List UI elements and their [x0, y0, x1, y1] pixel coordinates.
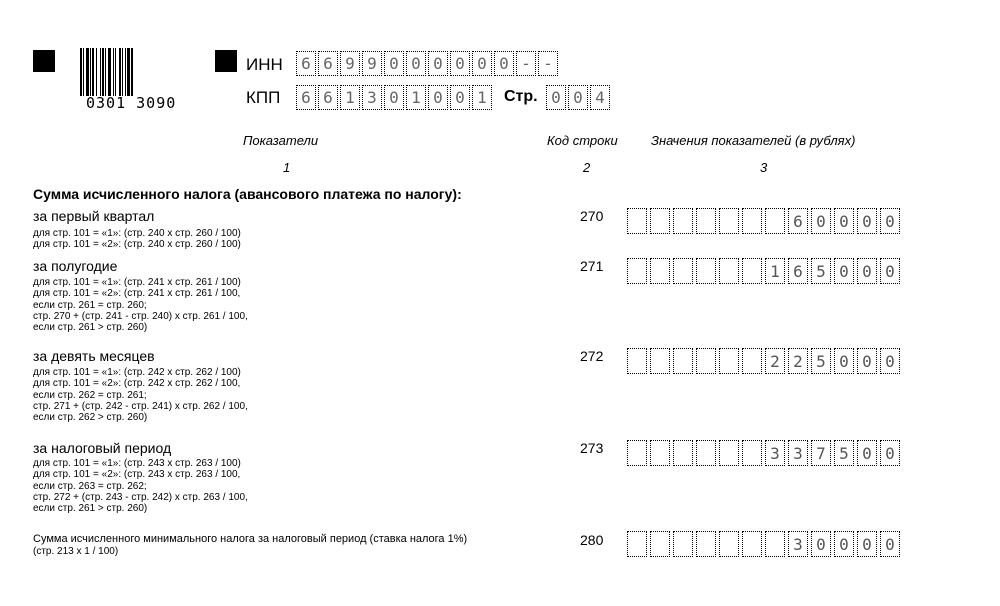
char-cell[interactable] [696, 348, 716, 374]
barcode-bar [92, 48, 94, 96]
char-cell[interactable]: 0 [880, 440, 900, 466]
char-cell[interactable] [627, 348, 647, 374]
column-header-line-code: Код строки [547, 133, 618, 148]
row-272-value-field[interactable] [627, 348, 900, 374]
char-cell[interactable]: 0 [494, 51, 514, 76]
char-cell[interactable]: 0 [834, 531, 854, 557]
char-cell[interactable]: 3 [788, 531, 808, 557]
inn-field[interactable] [296, 51, 558, 76]
char-cell[interactable]: 0 [384, 51, 404, 76]
char-cell[interactable]: 0 [857, 348, 877, 374]
char-cell[interactable]: 6 [318, 51, 338, 76]
char-cell[interactable]: 0 [428, 85, 448, 110]
char-cell[interactable]: 0 [406, 51, 426, 76]
desc-line: если стр. 262 > стр. 260) [33, 412, 148, 424]
char-cell[interactable] [765, 208, 785, 234]
corner-marker-left [33, 50, 55, 72]
char-cell[interactable] [627, 208, 647, 234]
column-header-values: Значения показателей (в рублях) [651, 133, 856, 148]
char-cell[interactable]: 0 [880, 208, 900, 234]
barcode-bar [96, 48, 97, 96]
char-cell[interactable] [742, 258, 762, 284]
char-cell[interactable]: 9 [340, 51, 360, 76]
barcode-bar [122, 48, 123, 96]
char-cell[interactable] [765, 531, 785, 557]
desc-line: (стр. 213 х 1 / 100) [33, 546, 119, 557]
char-cell[interactable]: 0 [857, 440, 877, 466]
row-271-title: за полугодие [33, 258, 118, 274]
row-273-description [33, 458, 248, 514]
barcode-bar [115, 48, 116, 96]
barcode-bar [80, 48, 82, 96]
char-cell[interactable] [673, 258, 693, 284]
row-272-code: 272 [580, 348, 604, 364]
char-cell[interactable]: 0 [857, 258, 877, 284]
row-271-value-field[interactable] [627, 258, 900, 284]
desc-line: стр. 270 + (стр. 241 - стр. 240) х стр. 261 / 100, [33, 310, 248, 322]
row-270-description [33, 228, 241, 251]
row-280-value-field[interactable] [627, 531, 900, 557]
char-cell[interactable]: 0 [428, 51, 448, 76]
char-cell[interactable]: 5 [811, 348, 831, 374]
char-cell[interactable] [650, 440, 670, 466]
char-cell[interactable]: 6 [788, 208, 808, 234]
kpp-label: КПП [246, 88, 281, 107]
char-cell[interactable] [719, 348, 739, 374]
char-cell[interactable] [627, 531, 647, 557]
desc-line: если стр. 261 > стр. 260) [33, 503, 148, 515]
kpp-field[interactable] [296, 85, 492, 110]
row-273-title: за налоговый период [33, 440, 172, 456]
barcode-bar [102, 48, 104, 96]
char-cell[interactable] [650, 258, 670, 284]
char-cell[interactable] [719, 531, 739, 557]
char-cell[interactable] [696, 440, 716, 466]
row-271-description [33, 277, 248, 333]
desc-line: для стр. 101 = «2»: (стр. 242 х стр. 262 / 100, [33, 378, 241, 390]
char-cell[interactable] [742, 208, 762, 234]
corner-marker-right [215, 50, 237, 72]
char-cell[interactable]: 0 [880, 348, 900, 374]
char-cell[interactable]: 6 [788, 258, 808, 284]
desc-line: стр. 272 + (стр. 243 - стр. 242) х стр. 263 / 100, [33, 491, 248, 503]
char-cell[interactable]: 3 [788, 440, 808, 466]
desc-line: если стр. 263 = стр. 262; [33, 480, 147, 492]
char-cell[interactable]: 0 [568, 85, 588, 110]
desc-line: для стр. 101 = «2»: (стр. 243 х стр. 263 / 100, [33, 469, 241, 481]
desc-line: для стр. 101 = «2»: (стр. 241 х стр. 261 / 100, [33, 288, 241, 300]
char-cell[interactable] [742, 348, 762, 374]
desc-line: для стр. 101 = «2»: (стр. 240 х стр. 260 / 100) [33, 239, 241, 251]
char-cell[interactable] [627, 258, 647, 284]
column-number-1: 1 [283, 160, 291, 175]
char-cell[interactable]: 4 [590, 85, 610, 110]
char-cell[interactable] [742, 531, 762, 557]
char-cell[interactable] [719, 258, 739, 284]
char-cell[interactable]: 6 [318, 85, 338, 110]
row-273-value-field[interactable] [627, 440, 900, 466]
char-cell[interactable] [719, 208, 739, 234]
row-270-code: 270 [580, 208, 604, 224]
char-cell[interactable] [742, 440, 762, 466]
desc-line: для стр. 101 = «1»: (стр. 243 х стр. 263 / 100) [33, 458, 241, 469]
row-280-title: Сумма исчисленного минимального налога за налоговый период (ставка налога 1%) [33, 533, 468, 545]
char-cell[interactable]: 1 [765, 258, 785, 284]
char-cell[interactable]: 0 [834, 208, 854, 234]
barcode-bar [105, 48, 106, 96]
char-cell[interactable]: 0 [880, 258, 900, 284]
row-270-title: за первый квартал [33, 208, 155, 224]
char-cell[interactable] [650, 348, 670, 374]
row-280-code: 280 [580, 532, 604, 548]
char-cell[interactable]: 3 [362, 85, 382, 110]
row-271-code: 271 [580, 258, 604, 274]
section-title: Сумма исчисленного налога (авансового платежа по налогу): [33, 186, 462, 202]
char-cell[interactable]: 0 [546, 85, 566, 110]
char-cell[interactable] [696, 208, 716, 234]
row-272-title: за девять месяцев [33, 348, 155, 364]
page-number-field[interactable] [546, 85, 610, 110]
char-cell[interactable]: 1 [340, 85, 360, 110]
row-272-description [33, 367, 248, 423]
barcode-digits: 0301 3090 [86, 94, 177, 112]
barcode [80, 48, 188, 96]
char-cell[interactable]: 1 [472, 85, 492, 110]
desc-line: для стр. 101 = «1»: (стр. 240 х стр. 260 / 100) [33, 228, 241, 239]
desc-line: для стр. 101 = «1»: (стр. 242 х стр. 262 / 100) [33, 367, 241, 378]
char-cell[interactable] [627, 440, 647, 466]
char-cell[interactable] [650, 531, 670, 557]
char-cell[interactable]: 5 [811, 258, 831, 284]
char-cell[interactable]: 7 [811, 440, 831, 466]
char-cell[interactable] [673, 440, 693, 466]
row-273-code: 273 [580, 440, 604, 456]
row-280-description [33, 533, 467, 557]
char-cell[interactable]: 0 [450, 85, 470, 110]
barcode-bar [113, 48, 114, 96]
barcode-bar [83, 48, 84, 96]
column-header-indicators: Показатели [243, 133, 319, 148]
desc-line: если стр. 261 > стр. 260) [33, 322, 148, 334]
char-cell[interactable]: 0 [811, 208, 831, 234]
char-cell[interactable]: 5 [834, 440, 854, 466]
char-cell[interactable] [673, 348, 693, 374]
char-cell[interactable]: 0 [811, 531, 831, 557]
row-270-value-field[interactable] [627, 208, 900, 234]
char-cell[interactable] [673, 208, 693, 234]
char-cell[interactable]: 0 [834, 258, 854, 284]
char-cell[interactable] [696, 531, 716, 557]
char-cell[interactable] [719, 440, 739, 466]
desc-line: для стр. 101 = «1»: (стр. 241 х стр. 261 / 100) [33, 277, 241, 288]
char-cell[interactable]: 6 [296, 51, 316, 76]
barcode-bar [86, 48, 89, 96]
barcode-bar [131, 48, 133, 96]
char-cell[interactable]: 6 [296, 85, 316, 110]
barcode-bar [125, 48, 126, 96]
desc-line: стр. 271 + (стр. 242 - стр. 241) х стр. 262 / 100, [33, 400, 248, 412]
page-label: Стр. [504, 88, 538, 105]
char-cell[interactable]: 3 [765, 440, 785, 466]
char-cell[interactable] [673, 531, 693, 557]
char-cell[interactable]: 1 [406, 85, 426, 110]
char-cell[interactable]: 0 [857, 531, 877, 557]
char-cell[interactable]: 9 [362, 51, 382, 76]
char-cell[interactable]: 0 [450, 51, 470, 76]
char-cell[interactable]: 0 [857, 208, 877, 234]
inn-label: ИНН [246, 55, 283, 74]
char-cell[interactable]: 0 [472, 51, 492, 76]
column-number-2: 2 [583, 160, 591, 175]
barcode-bar [90, 48, 91, 96]
barcode-bar [108, 48, 111, 96]
char-cell[interactable]: 0 [834, 348, 854, 374]
char-cell[interactable]: 0 [384, 85, 404, 110]
char-cell[interactable]: 0 [880, 531, 900, 557]
barcode-bar [119, 48, 121, 96]
char-cell[interactable]: 2 [788, 348, 808, 374]
char-cell[interactable] [650, 208, 670, 234]
char-cell[interactable]: - [516, 51, 536, 76]
char-cell[interactable]: 2 [765, 348, 785, 374]
barcode-bar [127, 48, 130, 96]
desc-line: если стр. 261 = стр. 260; [33, 299, 147, 311]
char-cell[interactable] [696, 258, 716, 284]
barcode-bar [100, 48, 101, 96]
column-number-3: 3 [760, 160, 768, 175]
desc-line: если стр. 262 = стр. 261; [33, 389, 147, 401]
char-cell[interactable]: - [538, 51, 558, 76]
